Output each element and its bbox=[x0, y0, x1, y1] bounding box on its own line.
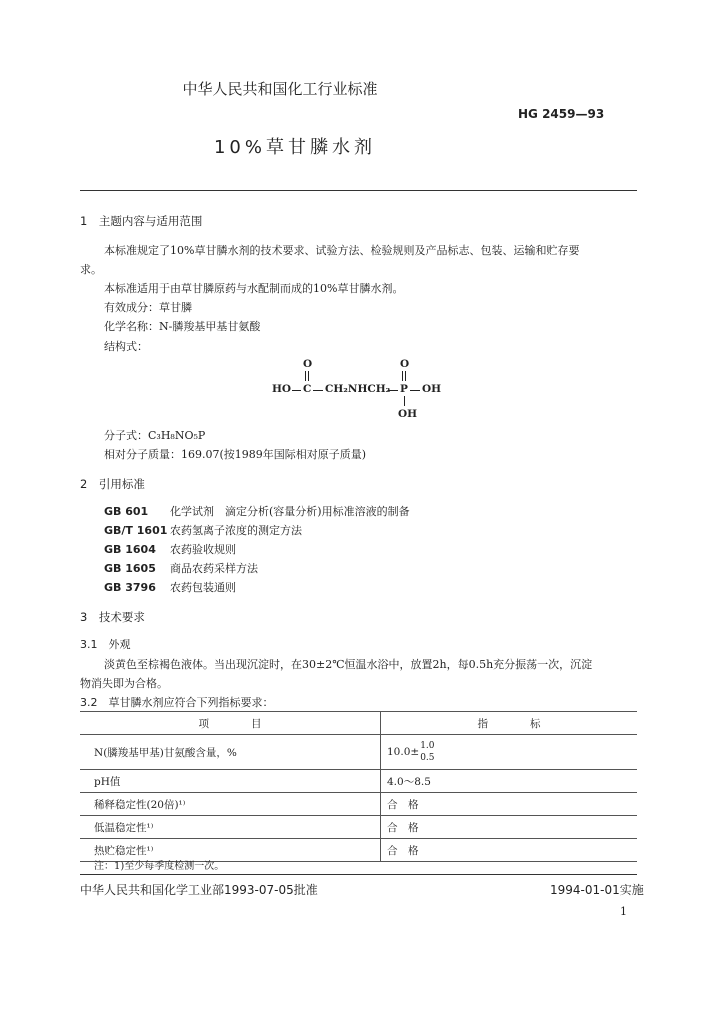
structure-chain: CH₂NHCH₂ bbox=[325, 383, 391, 395]
tolerance bbox=[420, 740, 434, 764]
row-item: 低温稳定性¹⁾ bbox=[80, 816, 381, 839]
standard-number: HG 2459—93 bbox=[518, 107, 605, 121]
spec-table bbox=[80, 711, 637, 862]
molecular-formula: 分子式：C₃H₈NO₅P bbox=[104, 429, 206, 442]
ref-item bbox=[104, 579, 236, 595]
ref-title: 农药验收规则 bbox=[170, 543, 236, 556]
implementation-date: 1994-01-01实施 bbox=[550, 883, 644, 897]
section-3-1-heading: 3.1 外观 bbox=[80, 638, 131, 651]
tolerance-upper: 1.0 bbox=[420, 741, 435, 751]
bond-3 bbox=[388, 390, 398, 391]
row-value: 合 格 bbox=[381, 793, 638, 816]
ref-code: GB 1605 bbox=[104, 562, 156, 575]
issuer-title: 中华人民共和国化工行业标准 bbox=[182, 80, 378, 98]
ref-title: 商品农药采样方法 bbox=[170, 562, 258, 575]
ref-item bbox=[104, 503, 410, 519]
section-2-heading: 2 引用标准 bbox=[80, 477, 145, 491]
header-divider bbox=[80, 190, 637, 191]
ref-item bbox=[104, 541, 236, 557]
bond-2 bbox=[313, 390, 323, 391]
footer-divider bbox=[80, 874, 637, 875]
ref-item bbox=[104, 522, 302, 538]
row-value: 4.0～8.5 bbox=[381, 770, 638, 793]
row-item: pH值 bbox=[80, 770, 381, 793]
section-3-1-line1: 淡黄色至棕褐色液体。当出现沉淀时，在30±2℃恒温水浴中，放置2h，每0.5h充分振荡一次，沉淀 bbox=[104, 658, 593, 671]
section-1-para1-line2: 求。 bbox=[80, 263, 102, 276]
row-item: 热贮稳定性¹⁾ bbox=[80, 839, 381, 862]
ref-code: GB 601 bbox=[104, 505, 149, 518]
active-ingredient: 有效成分：草甘膦 bbox=[104, 301, 192, 314]
double-bond-left bbox=[305, 371, 309, 381]
row-value: 合 格 bbox=[381, 816, 638, 839]
col-item-header: 项 目 bbox=[80, 712, 381, 735]
row-value-base: 10.0± bbox=[387, 746, 420, 758]
structure-o-right: O bbox=[400, 358, 410, 370]
structure-c: C bbox=[303, 383, 312, 395]
table-row bbox=[80, 735, 637, 770]
document-title: 10%草甘膦水剂 bbox=[213, 137, 376, 158]
col-index-header: 指 标 bbox=[381, 712, 638, 735]
table-note: 注：1)至少每季度检测一次。 bbox=[94, 861, 225, 872]
ref-title: 农药包装通则 bbox=[170, 581, 236, 594]
structure-ho: HO bbox=[272, 383, 292, 395]
row-value: 合 格 bbox=[381, 839, 638, 862]
chemical-name: 化学名称：N-膦羧基甲基甘氨酸 bbox=[104, 320, 261, 333]
section-1-para2: 本标准适用于由草甘膦原药与水配制而成的10%草甘膦水剂。 bbox=[104, 282, 404, 295]
double-bond-right bbox=[402, 371, 406, 381]
structure-label: 结构式： bbox=[104, 340, 148, 353]
ref-code: GB/T 1601 bbox=[104, 524, 168, 537]
molecular-mass: 相对分子质量：169.07(按1989年国际相对原子质量) bbox=[104, 448, 367, 461]
tolerance-lower: 0.5 bbox=[420, 753, 435, 763]
ref-code: GB 1604 bbox=[104, 543, 156, 556]
structure-oh-bottom: OH bbox=[398, 408, 418, 420]
section-3-2-heading: 3.2 草甘膦水剂应符合下列指标要求： bbox=[80, 696, 274, 709]
table-header-row bbox=[80, 712, 637, 735]
structure-oh-right: OH bbox=[422, 383, 442, 395]
table-row bbox=[80, 770, 637, 793]
ref-item bbox=[104, 560, 258, 576]
row-item: 稀释稳定性(20倍)¹⁾ bbox=[80, 793, 381, 816]
table-row bbox=[80, 793, 637, 816]
structure-p: P bbox=[400, 383, 408, 395]
bond-1 bbox=[292, 390, 301, 391]
ref-title: 农药氢离子浓度的测定方法 bbox=[170, 524, 302, 537]
row-value bbox=[381, 735, 638, 770]
section-1-para1-line1: 本标准规定了10%草甘膦水剂的技术要求、试验方法、检验规则及产品标志、包装、运输和贮存要 bbox=[104, 244, 580, 257]
bond-4 bbox=[410, 390, 420, 391]
approval-line: 中华人民共和国化学工业部1993-07-05批准 bbox=[80, 883, 318, 897]
section-3-1-line2: 物消失即为合格。 bbox=[80, 677, 168, 690]
row-item: N(膦羧基甲基)甘氨酸含量，% bbox=[80, 735, 381, 770]
structure-o-left: O bbox=[303, 358, 313, 370]
table-row bbox=[80, 816, 637, 839]
section-3-heading: 3 技术要求 bbox=[80, 610, 145, 624]
bond-5 bbox=[404, 396, 405, 406]
ref-title: 化学试剂 滴定分析(容量分析)用标准溶液的制备 bbox=[170, 505, 410, 518]
ref-code: GB 3796 bbox=[104, 581, 156, 594]
section-1-heading: 1 主题内容与适用范围 bbox=[80, 214, 203, 228]
page-number: 1 bbox=[620, 905, 627, 918]
